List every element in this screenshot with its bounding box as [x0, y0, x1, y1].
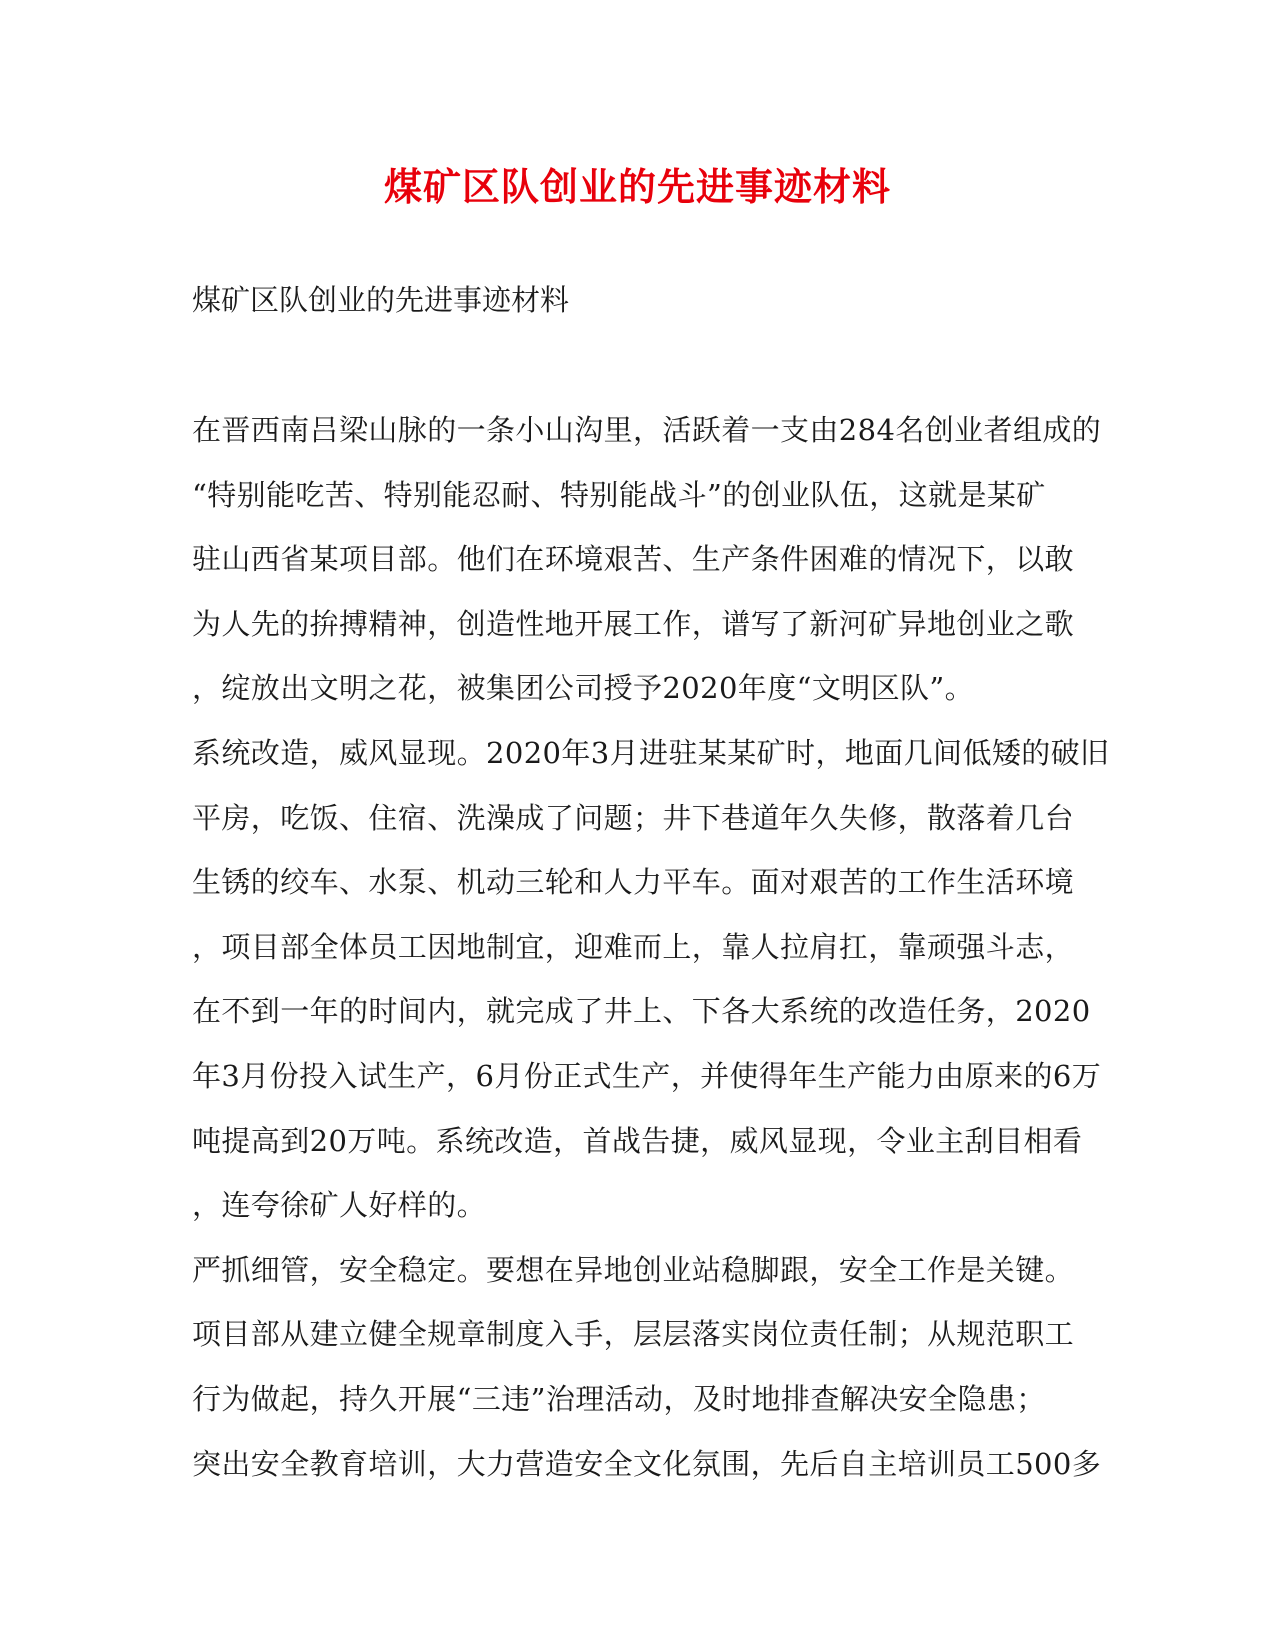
body-text-line: 平房，吃饭、住宿、洗澡成了问题；井下巷道年久失修，散落着几台 — [192, 800, 1075, 835]
body-text-line: 在晋西南吕梁山脉的一条小山沟里，活跃着一支由284名创业者组成的 — [192, 413, 1102, 447]
body-text-line: ，连夸徐矿人好样的。 — [192, 1188, 487, 1223]
body-text-line: 吨提高到20万吨。系统改造，首战告捷，威风显现，令业主刮目相看 — [192, 1123, 1083, 1158]
body-text-line: 行为做起，持久开展“三违”治理活动，及时地排查解决安全隐患； — [192, 1381, 1046, 1416]
document-title: 煤矿区队创业的先进事迹材料 — [383, 164, 891, 209]
body-text-line: 系统改造，威风显现。2020年3月进驻某某矿时，地面几间低矮的破旧 — [192, 735, 1110, 770]
body-text-line: 在不到一年的时间内，就完成了井上、下各大系统的改造任务，2020 — [192, 994, 1091, 1029]
body-text-line: ，项目部全体员工因地制宜，迎难而上，靠人拉肩扛，靠顽强斗志， — [192, 929, 1075, 964]
body-text-line: 年3月份投入试生产，6月份正式生产，并使得年生产能力由原来的6万 — [192, 1058, 1102, 1093]
body-text-line: 严抓细管，安全稳定。要想在异地创业站稳脚跟，安全工作是关键。 — [192, 1252, 1075, 1287]
body-text-line: 突出安全教育培训，大力营造安全文化氛围，先后自主培训员工500多 — [192, 1446, 1102, 1481]
body-text-line: “特别能吃苦、特别能忍耐、特别能战斗”的创业队伍，这就是某矿 — [192, 477, 1046, 512]
body-text-line: 生锈的绞车、水泵、机动三轮和人力平车。面对艰苦的工作生活环境 — [192, 865, 1075, 900]
body-text-line: 驻山西省某项目部。他们在环境艰苦、生产条件困难的情况下，以敢 — [192, 542, 1075, 577]
body-text-line: ，绽放出文明之花，被集团公司授予2020年度“文明区队”。 — [192, 671, 975, 706]
body-text-line: 项目部从建立健全规章制度入手，层层落实岗位责任制；从规范职工 — [192, 1317, 1075, 1352]
document-subtitle: 煤矿区队创业的先进事迹材料 — [192, 283, 570, 317]
document-body — [192, 410, 1110, 1508]
body-text-line: 为人先的拚搏精神，创造性地开展工作，谱写了新河矿异地创业之歌 — [192, 606, 1075, 641]
